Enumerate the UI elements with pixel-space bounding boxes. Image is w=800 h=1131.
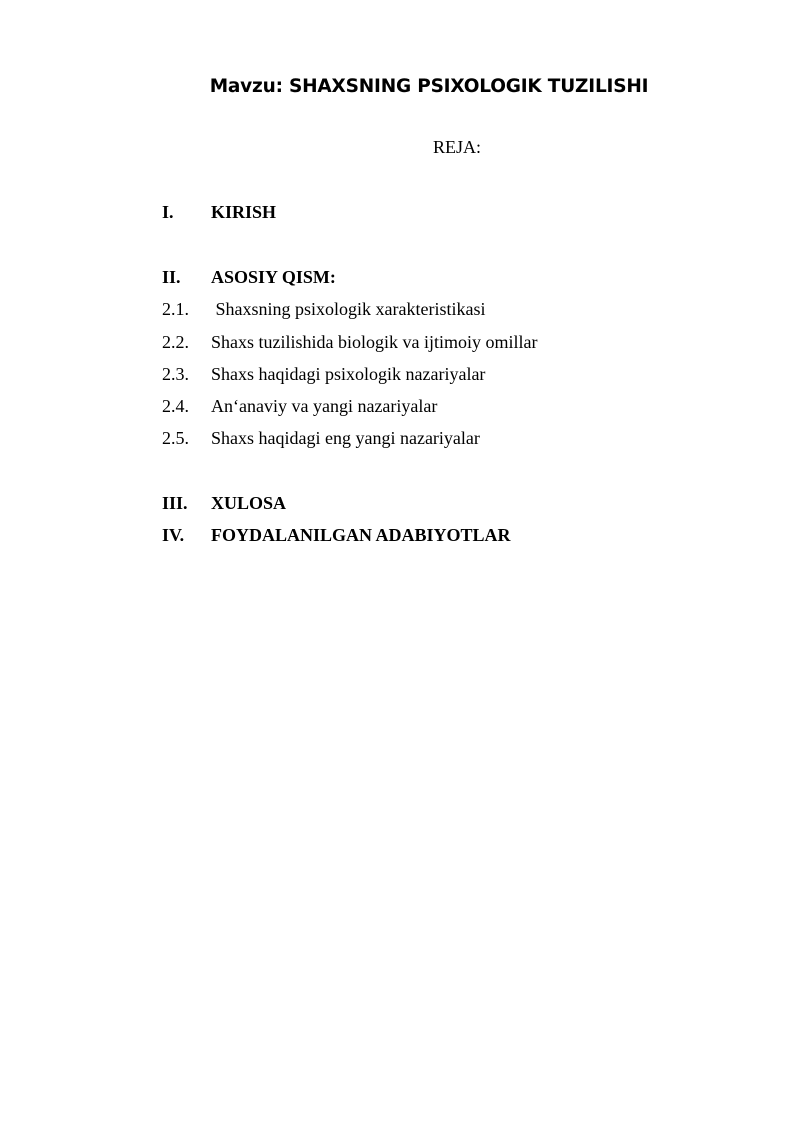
subsection-label: An‘anaviy va yangi nazariyalar <box>211 396 438 416</box>
section-label: KIRISH <box>211 202 277 222</box>
section-number: II. <box>162 267 181 287</box>
section-label: FOYDALANILGAN ADABIYOTLAR <box>211 525 511 545</box>
subsection-number: 2.5. <box>162 428 189 448</box>
plan-heading: REJA: <box>433 137 482 157</box>
section-number: I. <box>162 202 174 222</box>
section-number: III. <box>162 493 188 513</box>
subsection-number: 2.1. <box>162 299 189 319</box>
subsection-label: Shaxs haqidagi eng yangi nazariyalar <box>211 428 480 448</box>
subsection-number: 2.4. <box>162 396 189 416</box>
subsection-label: Shaxsning psixologik xarakteristikasi <box>211 299 486 319</box>
section-label: XULOSA <box>211 493 287 513</box>
section-number: IV. <box>162 525 185 545</box>
section-label: ASOSIY QISM: <box>211 267 336 287</box>
page-title: Mavzu: SHAXSNING PSIXOLOGIK TUZILISHI <box>209 76 649 97</box>
subsection-label: Shaxs haqidagi psixologik nazariyalar <box>211 364 486 384</box>
subsection-number: 2.3. <box>162 364 189 384</box>
subsection-label: Shaxs tuzilishida biologik va ijtimoiy omillar <box>211 332 538 352</box>
subsection-number: 2.2. <box>162 332 189 352</box>
